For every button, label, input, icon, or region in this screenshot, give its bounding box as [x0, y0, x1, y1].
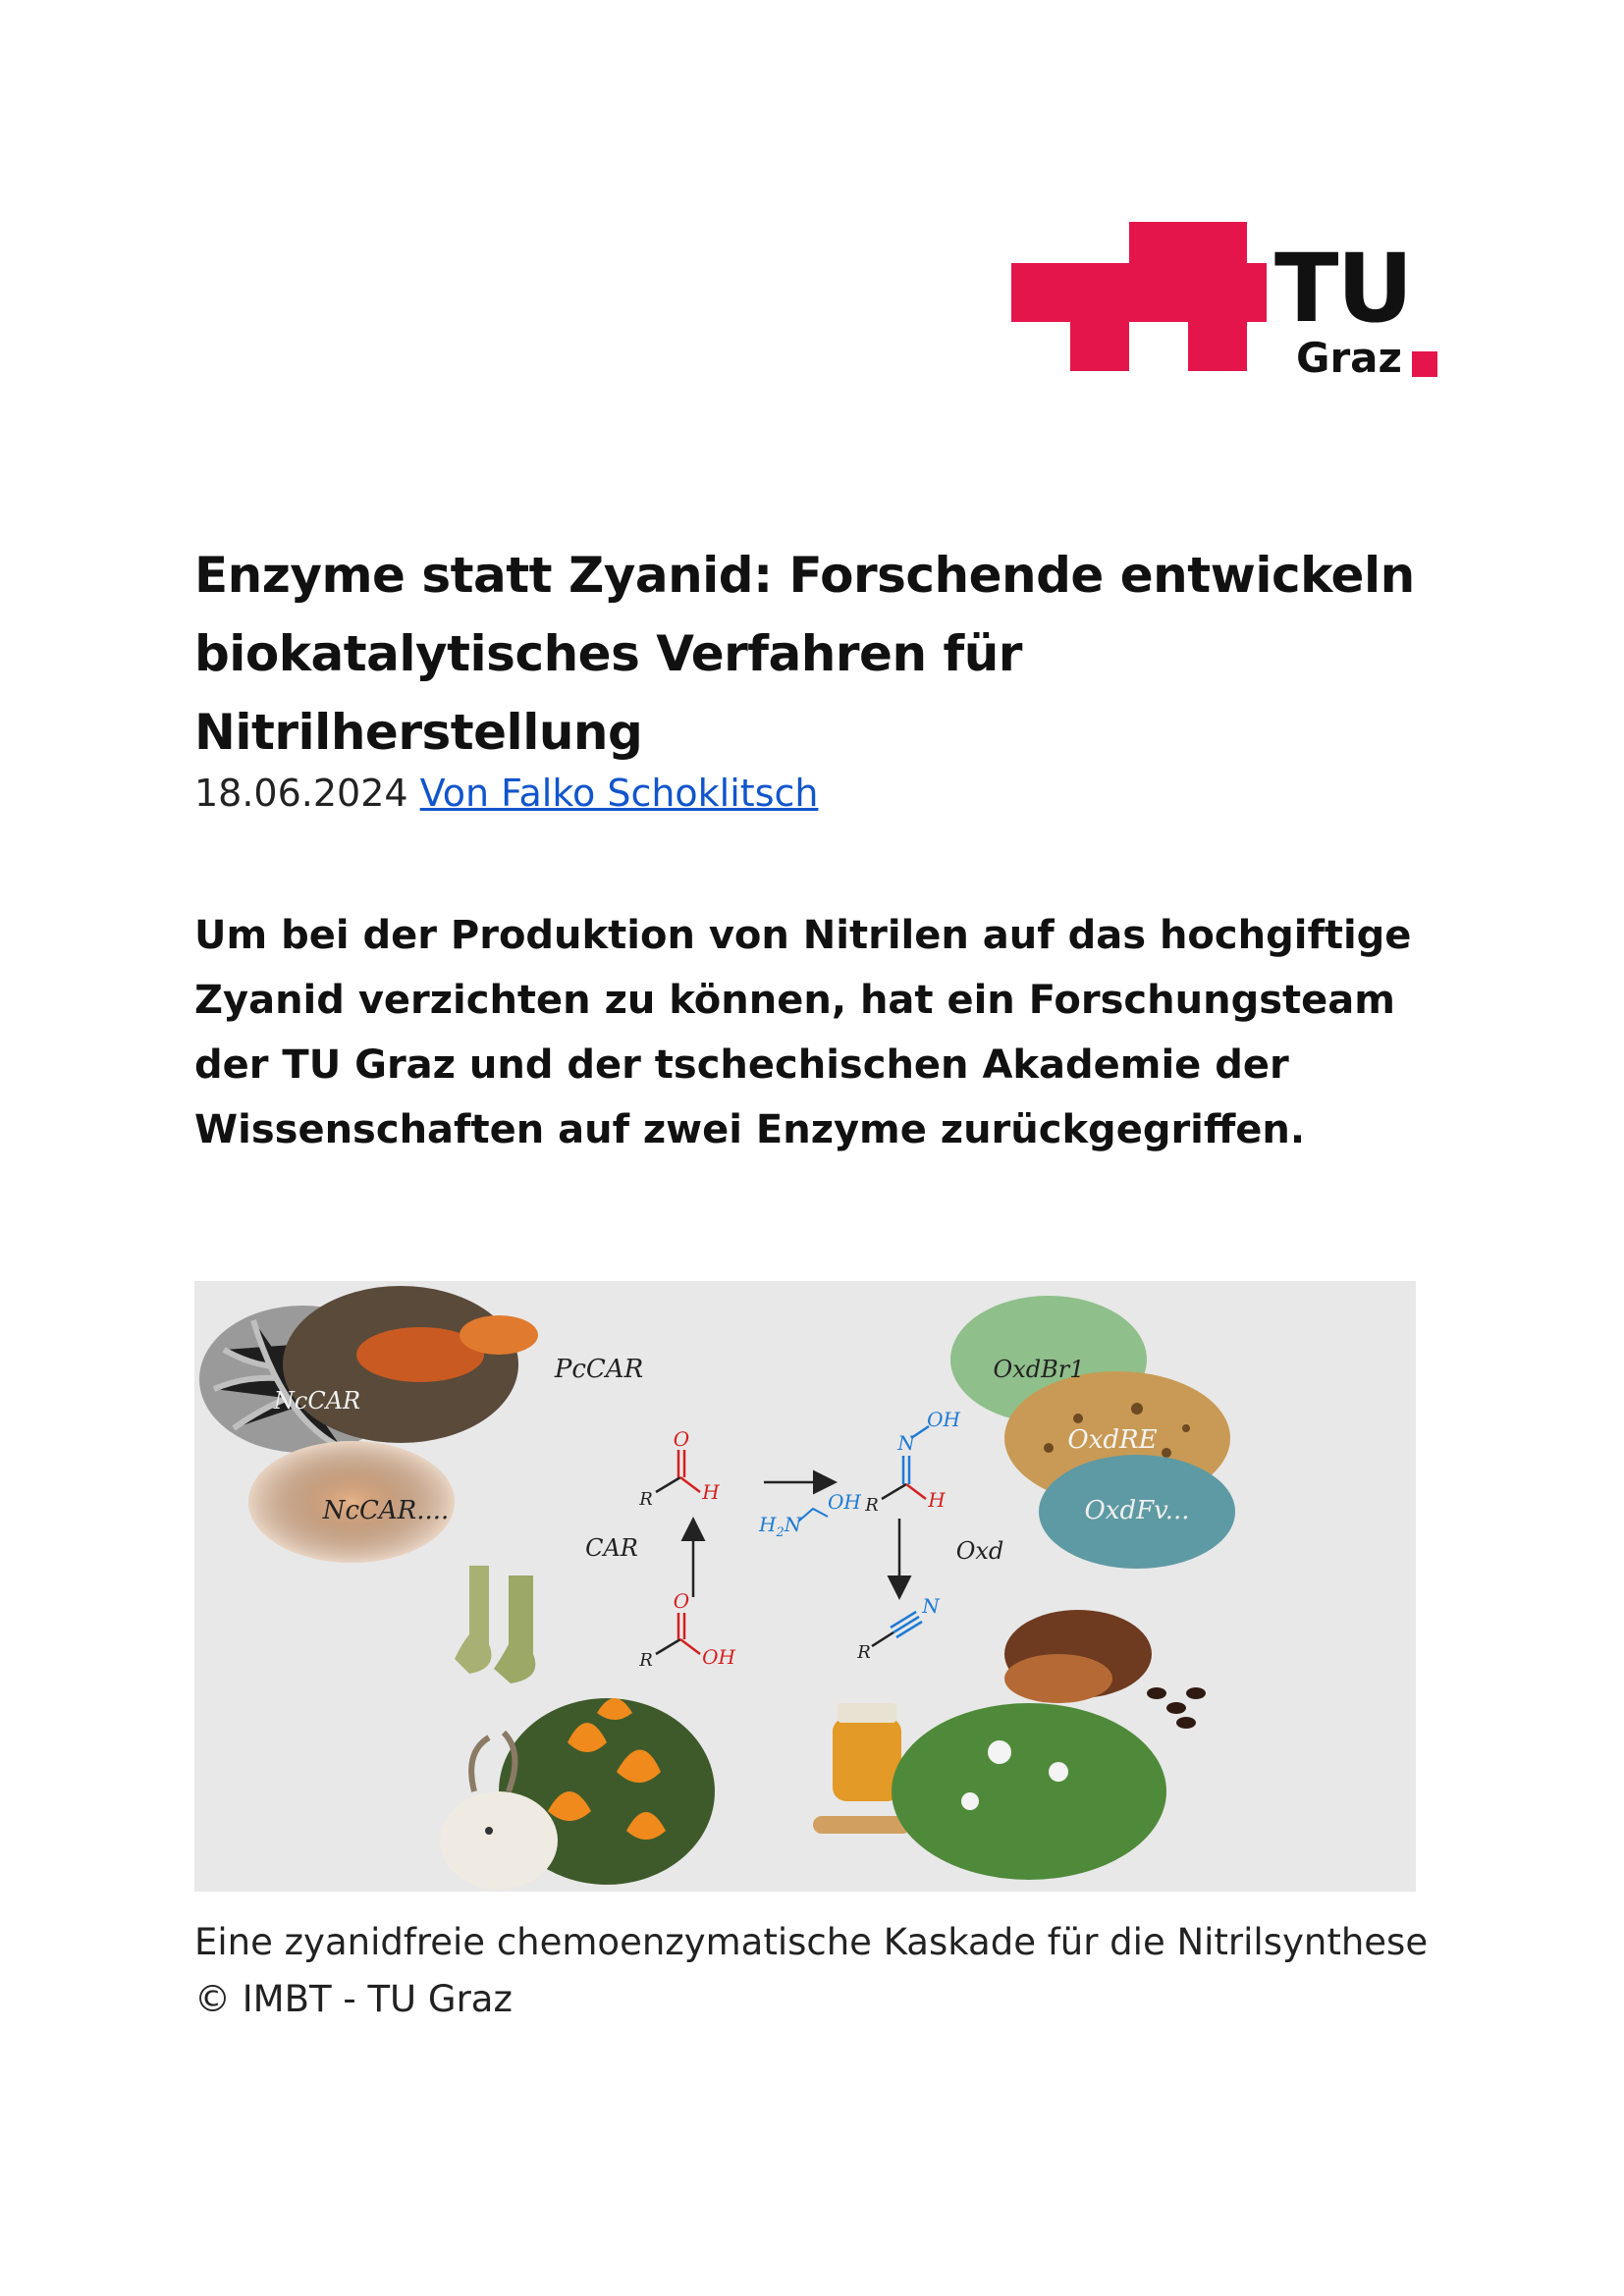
logo-tu-text: TU [1274, 234, 1412, 344]
atom-o-acid: O [673, 1589, 690, 1613]
atom-r-nitrile: R [857, 1642, 871, 1663]
article-meta [194, 772, 818, 815]
enzyme-label-ncar-2: NcCAR.... [322, 1496, 450, 1525]
aldehyde-structure [656, 1450, 700, 1492]
reagent-n: N [784, 1513, 802, 1536]
atom-r-aldehyde: R [639, 1489, 653, 1510]
enzyme-label-ncar-1: NcCAR [273, 1387, 361, 1415]
reaction-scheme [585, 1408, 1003, 1671]
socks-icon [455, 1566, 535, 1683]
reagent-hydroxylamine [758, 1513, 803, 1540]
reagent-oh: OH [828, 1490, 861, 1514]
cascade-illustration [194, 1281, 1416, 1892]
natural-sources-left [440, 1566, 715, 1890]
clover-image [892, 1703, 1166, 1880]
article-lead: Um bei der Produktion von Nitrilen auf das hochgiftige Zyanid verzichten zu können, hat ein Forschungsteam der TU Graz und der tschechischen Akademie der Wissenschaften auf zwei Enzyme zurückgegriffen. [194, 913, 1412, 1152]
enzyme-label-oxdbr1: OxdBr1 [993, 1356, 1085, 1383]
caption-text: Eine zyanidfreie chemoenzymatische Kaskade für die Nitrilsynthese [194, 1921, 1429, 1963]
atom-oh-oxime: OH [927, 1408, 960, 1431]
oxd-label: Oxd [955, 1537, 1004, 1565]
figure-caption [194, 1914, 1451, 2028]
acid-structure [656, 1613, 700, 1654]
atom-n-nitrile: N [922, 1594, 940, 1618]
reagent-bond [798, 1509, 828, 1522]
reagent-h: H [759, 1513, 777, 1536]
logo-graz-text: Graz [1296, 334, 1402, 382]
natural-sources-right [813, 1610, 1206, 1880]
atom-h-aldehyde: H [702, 1480, 720, 1504]
atom-o-aldehyde: O [673, 1427, 690, 1451]
nitrile-structure [872, 1612, 922, 1646]
enzyme-label-oxdfv: OxdFv... [1084, 1496, 1190, 1525]
atom-r-acid: R [639, 1650, 653, 1671]
atom-oh-acid: OH [702, 1645, 735, 1669]
article-figure [194, 1281, 1416, 1892]
tu-graz-logo [1011, 222, 1443, 389]
car-label: CAR [585, 1534, 638, 1562]
publish-date: 18.06.2024 [194, 772, 408, 815]
enzyme-label-pccar: PcCAR [554, 1355, 644, 1384]
enzyme-label-oxdre: OxdRE [1067, 1425, 1158, 1455]
caption-credit: © IMBT - TU Graz [194, 1978, 513, 2020]
atom-r-oxime: R [865, 1495, 879, 1516]
reagent-sub-2: 2 [776, 1525, 785, 1540]
atom-h-oxime: H [928, 1488, 946, 1512]
author-link[interactable]: Von Falko Schoklitsch [419, 772, 819, 815]
atom-n-oxime: N [897, 1431, 915, 1455]
article-title: Enzyme statt Zyanid: Forschende entwickeln biokatalytisches Verfahren für Nitrilherstellung [194, 547, 1415, 761]
